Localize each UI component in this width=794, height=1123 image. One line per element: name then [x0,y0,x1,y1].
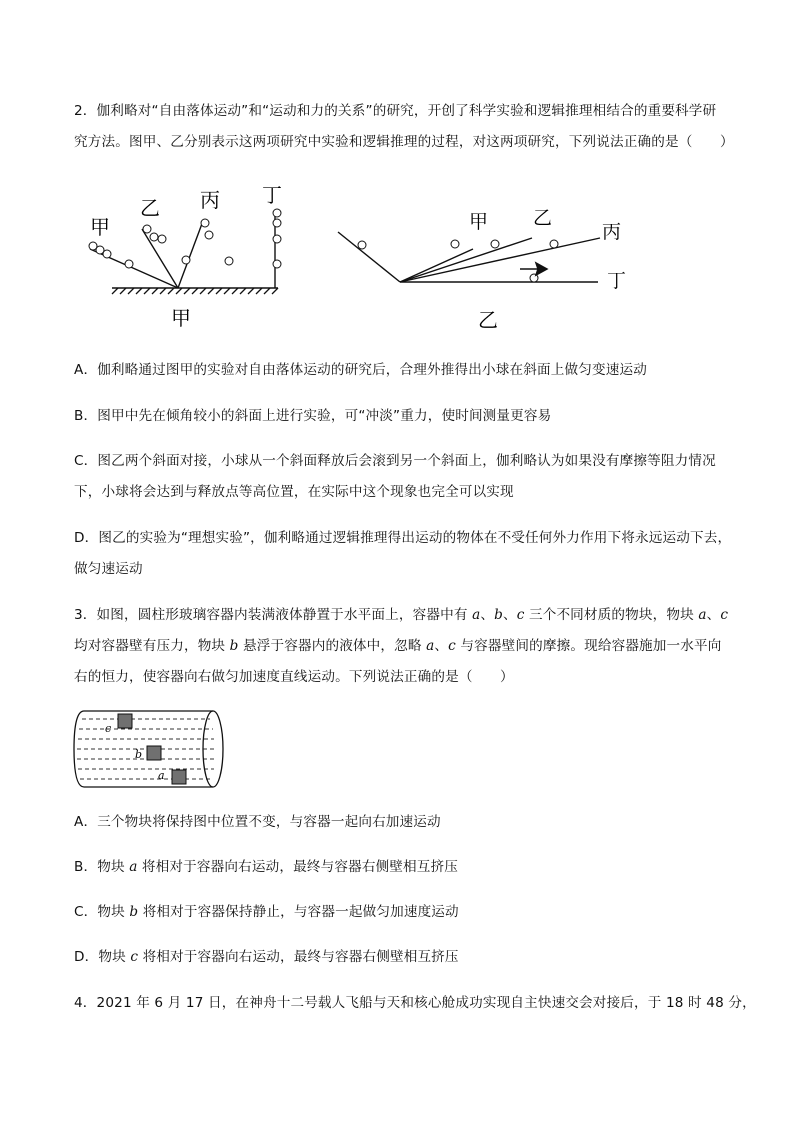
block-a [172,770,186,784]
figure-label-b: b [135,748,143,761]
figure-jia-label-4: 丁 [262,183,282,207]
q3-option-b: B．物块 a 将相对于容器向右运动，最终与容器右侧壁相互挤压 [74,859,459,875]
q2-option-c-line2: 下，小球将会达到与释放点等高位置，在实际中这个现象也完全可以实现 [74,484,514,500]
q3-stem-line3: 右的恒力，使容器向右做匀加速度直线运动。下列说法正确的是（ ） [74,669,514,685]
q3-stem-line1: 3．如图，圆柱形玻璃容器内装满液体静置于水平面上，容器中有 a、b、c 三个不同材质的物块，物块 a、c [74,607,729,623]
block-c [118,714,132,728]
block-b [147,746,161,760]
figure-yi-caption: 乙 [478,308,498,332]
figure-yi-arrow [520,263,547,275]
q3-option-d: D．物块 c 将相对于容器向右运动，最终与容器右侧壁相互挤压 [74,949,459,965]
figure-jia [82,180,292,335]
figure-jia-label-1: 甲 [90,215,110,239]
cylinder-liquid-dashes [77,719,215,779]
figure-yi [336,195,636,335]
figure-jia-balls [89,209,281,268]
q3-stem-line2: 均对容器壁有压力，物块 b 悬浮于容器内的液体中，忽略 a、c 与容器壁间的摩擦。现给容器施加一水平向 [74,638,722,654]
figure-yi-label-2: 乙 [533,207,553,229]
figure-cylinder [72,708,232,793]
q2-option-d-line2: 做匀速运动 [74,561,143,577]
figure-yi-label-4: 丁 [607,270,627,292]
q2-stem-line2: 究方法。图甲、乙分别表示这两项研究中实验和逻辑推理的过程，对这两项研究，下列说法正确的是（ ） [74,134,734,150]
figure-yi-balls [358,240,558,282]
q2-stem-line1: 2．伽利略对“自由落体运动”和“运动和力的关系”的研究，开创了科学实验和逻辑推理相结合的重要科学研 [74,103,717,119]
figure-jia-inclines [90,210,275,288]
figure-jia-label-3: 丙 [200,188,220,212]
q3-option-c: C．物块 b 将相对于容器保持静止，与容器一起做匀加速度运动 [74,904,459,920]
figure-yi-label-1: 甲 [469,211,489,233]
figure-label-a: a [158,769,165,782]
q2-option-b: B．图甲中先在倾角较小的斜面上进行实验，可“冲淡”重力，使时间测量更容易 [74,408,552,424]
q3-option-a: A．三个物块将保持图中位置不变，与容器一起向右加速运动 [74,814,441,830]
figure-yi-label-3: 丙 [602,221,622,243]
q2-option-a: A．伽利略通过图甲的实验对自由落体运动的研究后，合理外推得出小球在斜面上做匀变速运动 [74,362,647,378]
q2-option-d-line1: D．图乙的实验为“理想实验”，伽利略通过逻辑推理得出运动的物体在不受任何外力作用下将永远运动下去， [74,530,732,546]
figure-yi-lines [338,232,600,282]
figure-jia-caption: 甲 [171,306,191,330]
figure-label-c: c [105,722,112,735]
figure-jia-label-2: 乙 [140,196,160,220]
q2-option-c-line1: C．图乙两个斜面对接，小球从一个斜面释放后会滚到另一个斜面上，伽利略认为如果没有摩擦等阻力情况 [74,453,716,469]
q4-stem-line1: 4．2021 年 6 月 17 日，在神舟十二号载人飞船与天和核心舱成功实现自主快速交会对接后，于 18 时 48 分， [74,995,756,1011]
figure-jia-ground [112,288,278,294]
